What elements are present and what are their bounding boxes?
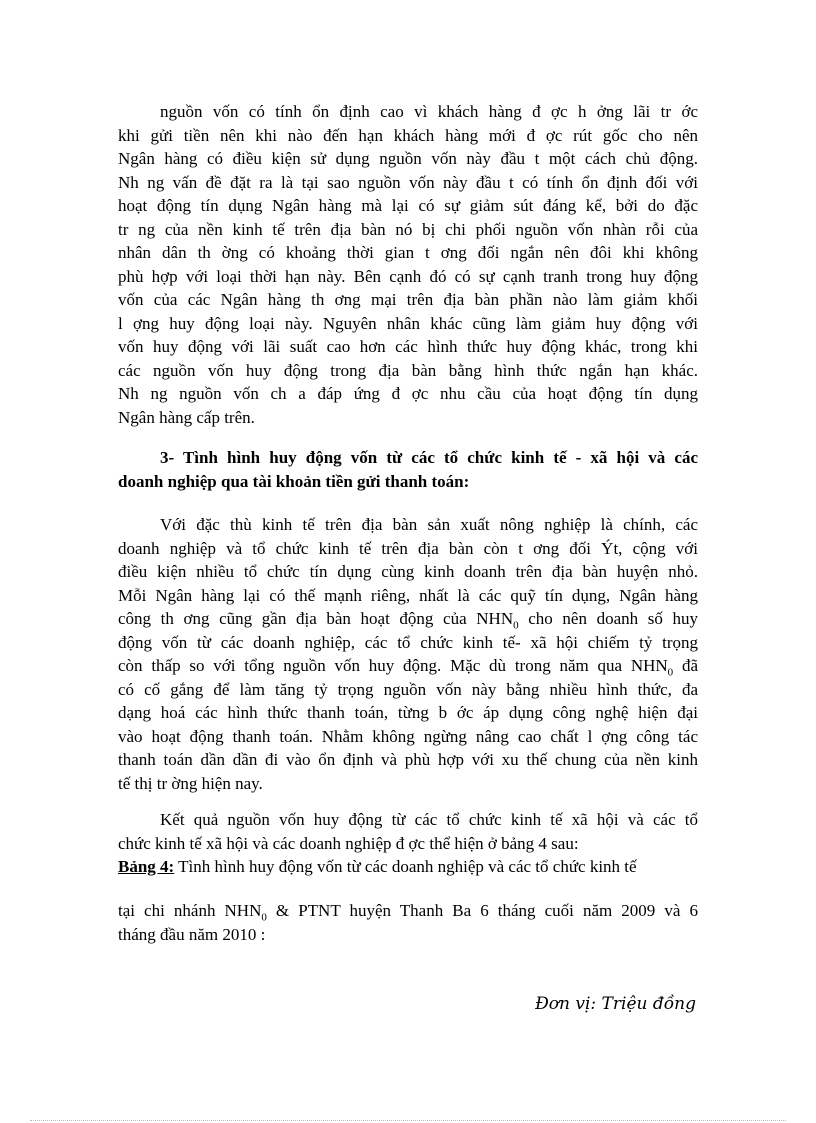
text-segment: cho nên doanh số huy (518, 609, 698, 628)
text-line: vốn của các Ngân hàng th ơng mại trên địa bàn phần nào làm giảm khối (118, 290, 698, 309)
text-line: Nh ng vấn đề đặt ra là tại sao nguồn vốn này đầu t có tính ổn định đối với (118, 172, 698, 192)
text-segment: & PTNT huyện Thanh Ba 6 tháng cuối năm 2009 và 6 (266, 901, 698, 920)
text-line: điều kiện nhiều tổ chức tín dụng cùng kinh doanh trên địa bàn huyện nhỏ. (118, 562, 698, 581)
text-line: hoạt động tín dụng Ngân hàng mà lại có sự giảm sút đáng kể, bởi do đặc (118, 196, 698, 215)
text-line: chức kinh tế xã hội và các doanh nghiệp đ ợc thể hiện ở bảng 4 sau: (118, 833, 579, 853)
heading-line: doanh nghiệp qua tài khoản tiền gửi thanh toán: (118, 472, 470, 491)
text-line: nhân dân th ờng có khoảng thời gian t ơng đối ngắn nên đôi khi không (118, 243, 698, 262)
text-line: Mỗi Ngân hàng lại có thế mạnh riêng, nhất là các quỹ tín dụng, Ngân hàng (118, 585, 698, 605)
paragraph-1 (118, 100, 698, 429)
text-line: khi gửi tiền nên khi nào đến hạn khách hàng mới đ ợc rút gốc cho nên (118, 125, 698, 145)
text-line: Với đặc thù kinh tế trên địa bàn sản xuất nông nghiệp là chính, các (160, 515, 698, 534)
text-line: thanh toán dần dần đi vào ổn định và phù hợp với xu thế chung của nền kinh (118, 750, 698, 769)
text-line: vào hoạt động thanh toán. Nhằm không ngừng nâng cao chất l ợng công tác (118, 726, 698, 746)
text-line: l ợng huy động loại này. Nguyên nhân khác cũng làm giảm huy động với (118, 313, 698, 333)
text-line: tế thị tr ờng hiện nay. (118, 773, 263, 793)
text-line: Ngân hàng cấp trên. (118, 407, 255, 427)
paragraph-4 (118, 899, 698, 946)
table-caption-text: Tình hình huy động vốn từ các doanh nghiệp và các tổ chức kinh tế (174, 857, 637, 876)
text-line: phù hợp với loại thời hạn này. Bên cạnh đó có sự cạnh tranh trong huy động (118, 266, 698, 286)
text-line (118, 899, 698, 923)
text-line: có cố gắng để làm tăng tỷ trọng nguồn vốn này bằng nhiều hình thức, đa (118, 679, 698, 699)
page-bottom-rule (30, 1120, 786, 1121)
text-segment: công th ơng cũng gần địa bàn hoạt động của NHN (118, 609, 514, 628)
table-caption-label: Bảng 4: (118, 857, 175, 876)
text-segment: tại chi nhánh NHN (118, 901, 262, 920)
subscript: 0 (513, 619, 519, 632)
text-segment: đã (673, 656, 698, 675)
section-heading (118, 446, 698, 494)
text-line (118, 607, 698, 631)
text-line: tháng đầu năm 2010 : (118, 924, 266, 944)
text-line: Ngân hàng có điều kiện sử dụng nguồn vốn này đầu t một cách chủ động. (118, 149, 698, 168)
subscript: 0 (261, 911, 267, 924)
paragraph-3 (118, 808, 698, 855)
text-line: Nh ng nguồn vốn ch a đáp ứng đ ợc nhu cầu của hoạt động tín dụng (118, 384, 698, 403)
text-line: tr ng của nền kinh tế trên địa bàn nó bị chi phối nguồn vốn nhàn rỗi của (118, 219, 698, 239)
text-line: động vốn từ các doanh nghiệp, các tổ chức kinh tế- xã hội chiếm tỷ trọng (118, 632, 698, 652)
text-line: Kết quả nguồn vốn huy động từ các tổ chức kinh tế xã hội và các tổ (160, 810, 698, 829)
heading-line: 3- Tình hình huy động vốn từ các tổ chức kinh tế - xã hội và các (160, 448, 698, 467)
table-caption (118, 855, 698, 879)
text-line (118, 654, 698, 678)
text-line: doanh nghiệp và tổ chức kinh tế trên địa bàn còn t ơng đối Ýt, cộng với (118, 538, 698, 558)
text-line: các nguồn vốn huy động trong địa bàn bằng hình thức ngắn hạn khác. (118, 360, 698, 380)
unit-note: Đơn vị: Triệu đồng (535, 994, 696, 1014)
subscript: 0 (667, 666, 674, 679)
text-line: nguồn vốn có tính ổn định cao vì khách hàng đ ợc h ởng lãi tr ớc (160, 102, 698, 121)
text-line: vốn huy động với lãi suất cao hơn các hình thức huy động khác, trong khi (118, 337, 698, 356)
text-segment: còn thấp so với tổng nguồn vốn huy động. Mặc dù trong năm qua NHN (118, 656, 668, 675)
text-line: dạng hoá các hình thức thanh toán, từng b ớc áp dụng công nghệ hiện đại (118, 703, 698, 722)
paragraph-2 (118, 513, 698, 795)
